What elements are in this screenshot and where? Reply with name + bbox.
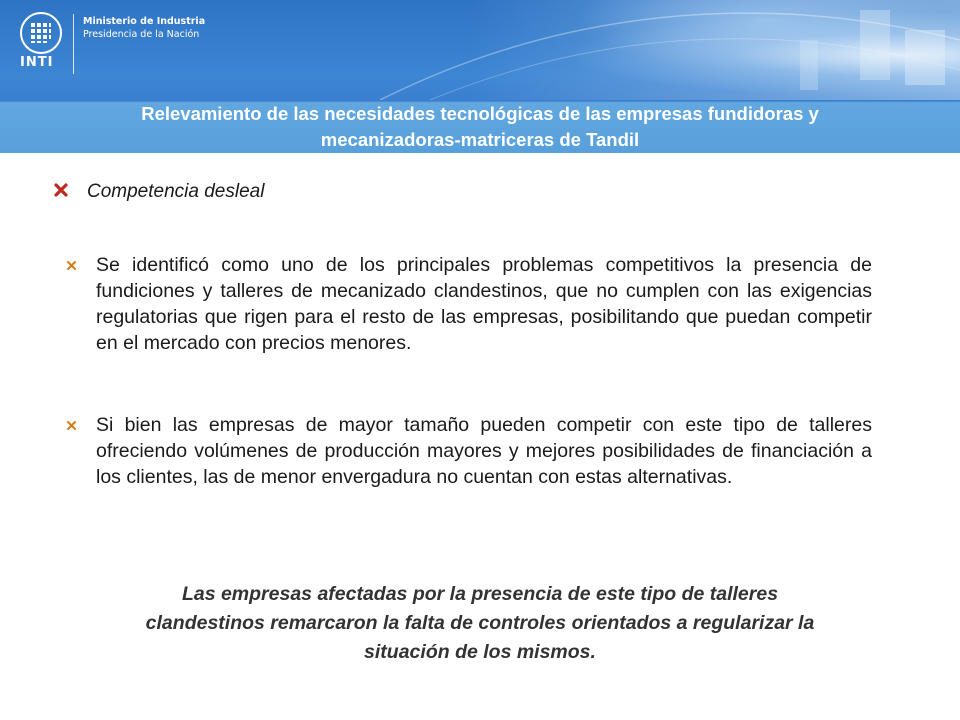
conclusion-line-3: situación de los mismos.: [364, 641, 596, 663]
ministry-line-2: Presidencia de la Nación: [83, 29, 200, 40]
conclusion-text: [60, 580, 900, 667]
inti-grid-logo-icon: [20, 12, 62, 54]
conclusion-line-1: Las empresas afectadas por la presencia de este tipo de talleres: [181, 583, 779, 605]
logo-divider: [73, 14, 74, 74]
slide-header: [0, 0, 960, 153]
small-x-mark-icon: [66, 260, 77, 271]
x-mark-icon: [53, 182, 69, 198]
section-heading: Competencia desleal: [87, 181, 265, 202]
slide-title-line-1: Relevamiento de las necesidades tecnológicas de las empresas fundidoras y: [141, 103, 819, 124]
bullet-paragraph-2: Si bien las empresas de mayor tamaño pueden competir con este tipo de talleres ofreciendo volúmenes de producción mayores y mejores posibilidades de financiación a los clientes, las de menor envergadura no cuentan con estas alternativas.: [96, 414, 872, 488]
brand-mark: INTI: [20, 55, 54, 70]
slide-title-line-2: mecanizadoras-matriceras de Tandil: [320, 129, 640, 150]
bullet-paragraph-1: Se identificó como uno de los principales problemas competitivos la presencia de fundiciones y talleres de mecanizado clandestinos, que no cumplen con las exigencias regulatorias que rigen para el resto de las empresas, posibilitando que puedan competir en el mercado con precios menores.: [96, 254, 872, 354]
slide-title: [0, 101, 960, 153]
ministry-line-1: Ministerio de Industria: [83, 16, 206, 27]
small-x-mark-icon: [66, 420, 77, 431]
ministry-text: [83, 15, 205, 41]
conclusion-line-2: clandestinos remarcaron la falta de controles orientados a regularizar la: [145, 612, 815, 634]
